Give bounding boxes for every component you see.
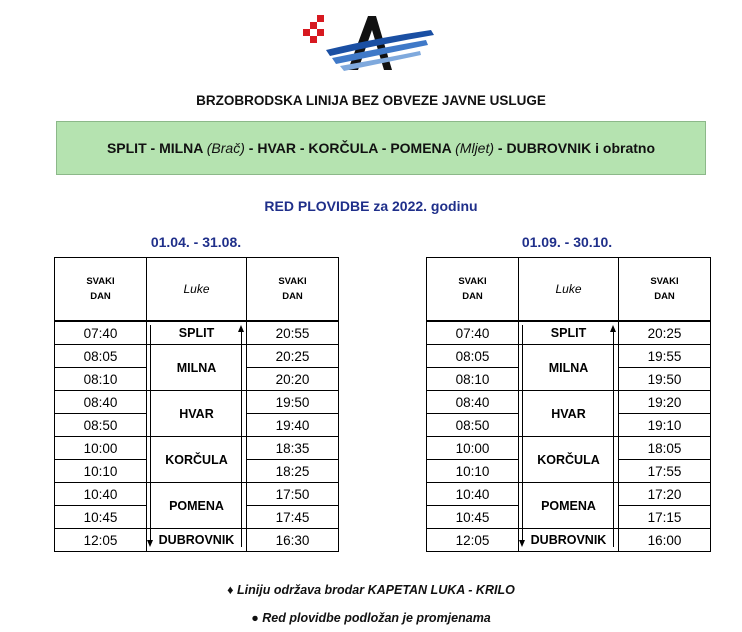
return-time: 17:55 bbox=[619, 460, 711, 483]
departure-time: 10:40 bbox=[55, 483, 147, 506]
return-time: 20:55 bbox=[247, 321, 339, 345]
direction-up-arrow bbox=[613, 331, 614, 547]
return-time: 20:25 bbox=[247, 345, 339, 368]
route-banner bbox=[56, 121, 706, 175]
schedule-title: RED PLOVIDBE za 2022. godinu bbox=[264, 198, 478, 214]
direction-down-arrow bbox=[522, 325, 523, 541]
company-logo bbox=[296, 8, 446, 76]
departure-time: 08:50 bbox=[55, 414, 147, 437]
table-row bbox=[427, 529, 711, 552]
departure-time: 10:45 bbox=[55, 506, 147, 529]
return-time: 20:20 bbox=[247, 368, 339, 391]
direction-up-arrow bbox=[241, 331, 242, 547]
port-name: DUBROVNIK bbox=[147, 529, 247, 552]
port-name: DUBROVNIK bbox=[519, 529, 619, 552]
arrow-up-icon bbox=[610, 325, 616, 332]
period-label-2: 01.09. - 30.10. bbox=[521, 234, 613, 250]
header-ports: Luke bbox=[147, 258, 247, 322]
table-row bbox=[55, 391, 339, 414]
return-time: 19:10 bbox=[619, 414, 711, 437]
direction-down-arrow bbox=[150, 325, 151, 541]
route-text bbox=[101, 136, 661, 161]
port-name: SPLIT bbox=[519, 321, 619, 345]
return-time: 17:45 bbox=[247, 506, 339, 529]
period-label-1: 01.04. - 31.08. bbox=[150, 234, 242, 250]
return-time: 17:20 bbox=[619, 483, 711, 506]
departure-time: 07:40 bbox=[55, 321, 147, 345]
table-row bbox=[55, 437, 339, 460]
return-time: 19:50 bbox=[619, 368, 711, 391]
departure-time: 08:10 bbox=[55, 368, 147, 391]
arrow-down-icon bbox=[519, 540, 525, 547]
return-time: 19:20 bbox=[619, 391, 711, 414]
timetable-autumn bbox=[426, 257, 711, 552]
departure-time: 08:40 bbox=[427, 391, 519, 414]
table-row bbox=[55, 321, 339, 345]
return-time: 19:50 bbox=[247, 391, 339, 414]
operator-note: ♦ Liniju održava brodar KAPETAN LUKA - KRILO bbox=[227, 583, 515, 597]
checkerboard-icon bbox=[303, 15, 324, 43]
route-segment: - DUBROVNIK i obratno bbox=[494, 139, 656, 156]
table-row bbox=[427, 437, 711, 460]
return-time: 18:05 bbox=[619, 437, 711, 460]
departure-time: 10:45 bbox=[427, 506, 519, 529]
port-name: MILNA bbox=[147, 345, 247, 391]
port-name: KORČULA bbox=[147, 437, 247, 483]
return-time: 18:35 bbox=[247, 437, 339, 460]
departure-time: 12:05 bbox=[427, 529, 519, 552]
departure-time: 12:05 bbox=[55, 529, 147, 552]
departure-time: 08:40 bbox=[55, 391, 147, 414]
header-daily-departure: SVAKI DAN bbox=[427, 258, 519, 322]
route-segment: - HVAR - KORČULA - POMENA bbox=[244, 139, 456, 156]
departure-time: 10:00 bbox=[427, 437, 519, 460]
port-name: POMENA bbox=[519, 483, 619, 529]
return-time: 16:00 bbox=[619, 529, 711, 552]
departure-time: 10:10 bbox=[427, 460, 519, 483]
departure-time: 10:10 bbox=[55, 460, 147, 483]
timetable-summer bbox=[54, 257, 339, 552]
header-daily-departure: SVAKI DAN bbox=[55, 258, 147, 322]
return-time: 20:25 bbox=[619, 321, 711, 345]
return-time: 17:50 bbox=[247, 483, 339, 506]
header-daily-return: SVAKI DAN bbox=[247, 258, 339, 322]
return-time: 19:40 bbox=[247, 414, 339, 437]
table-row bbox=[55, 483, 339, 506]
departure-time: 08:50 bbox=[427, 414, 519, 437]
departure-time: 10:00 bbox=[55, 437, 147, 460]
port-name: MILNA bbox=[519, 345, 619, 391]
departure-time: 07:40 bbox=[427, 321, 519, 345]
header-ports: Luke bbox=[519, 258, 619, 322]
route-segment: (Mljet) bbox=[455, 139, 495, 156]
departure-time: 08:10 bbox=[427, 368, 519, 391]
return-time: 16:30 bbox=[247, 529, 339, 552]
table-row bbox=[427, 391, 711, 414]
table-row bbox=[55, 345, 339, 368]
port-name: KORČULA bbox=[519, 437, 619, 483]
table-row bbox=[55, 529, 339, 552]
return-time: 19:55 bbox=[619, 345, 711, 368]
port-name: HVAR bbox=[147, 391, 247, 437]
arrow-down-icon bbox=[147, 540, 153, 547]
change-note: ● Red plovidbe podložan je promjenama bbox=[251, 611, 491, 625]
table-row bbox=[427, 345, 711, 368]
return-time: 17:15 bbox=[619, 506, 711, 529]
route-segment: SPLIT - MILNA bbox=[106, 139, 207, 156]
route-segment: (Brač) bbox=[206, 139, 245, 156]
port-name: HVAR bbox=[519, 391, 619, 437]
page-title: BRZOBRODSKA LINIJA BEZ OBVEZE JAVNE USLUGE bbox=[196, 93, 546, 108]
table-row bbox=[427, 483, 711, 506]
header-daily-return: SVAKI DAN bbox=[619, 258, 711, 322]
departure-time: 10:40 bbox=[427, 483, 519, 506]
arrow-up-icon bbox=[238, 325, 244, 332]
port-name: SPLIT bbox=[147, 321, 247, 345]
departure-time: 08:05 bbox=[427, 345, 519, 368]
table-row bbox=[427, 321, 711, 345]
return-time: 18:25 bbox=[247, 460, 339, 483]
departure-time: 08:05 bbox=[55, 345, 147, 368]
port-name: POMENA bbox=[147, 483, 247, 529]
